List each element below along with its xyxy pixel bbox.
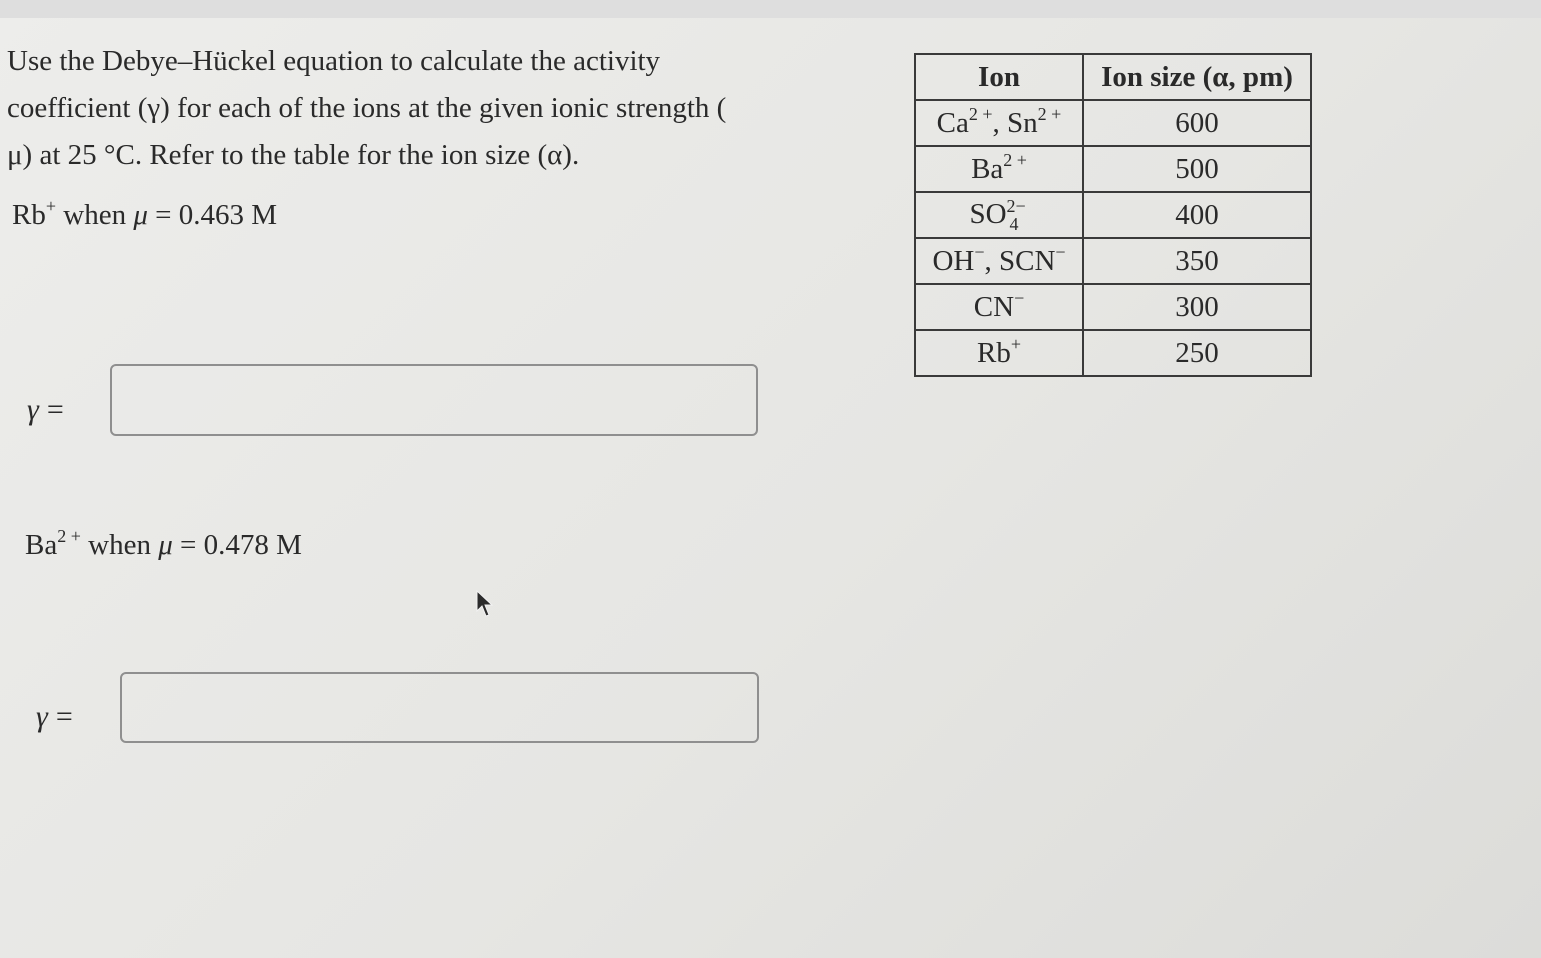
header-ion: Ion <box>915 54 1083 100</box>
gamma-answer-input-ba[interactable] <box>120 672 759 743</box>
top-band <box>0 0 1541 18</box>
table-row <box>915 192 1311 238</box>
ion-symbol: Rb <box>12 199 46 231</box>
gamma-symbol: γ <box>36 700 48 733</box>
ion-cell <box>915 284 1083 330</box>
ionic-strength-value: = 0.463 M <box>147 199 278 231</box>
ion-charge: 2 + <box>1037 103 1062 124</box>
size-cell: 300 <box>1083 284 1311 330</box>
size-cell: 250 <box>1083 330 1311 376</box>
mouse-pointer-icon <box>476 590 494 618</box>
table-row <box>915 330 1311 376</box>
ion-charge: − <box>974 241 985 262</box>
ion-symbol: Sn <box>1007 106 1038 139</box>
ion-symbol: SO <box>969 198 1007 231</box>
ion-cell <box>915 146 1083 192</box>
ion-symbol: SCN <box>998 244 1056 277</box>
ba-question <box>25 528 302 562</box>
ion-charge: + <box>1010 333 1021 354</box>
ion-charge: 2 + <box>1003 149 1027 170</box>
ion-charge: 2 + <box>57 526 81 546</box>
size-cell: 600 <box>1083 100 1311 146</box>
ion-symbol: Ca <box>936 106 969 139</box>
ion-cell <box>915 330 1083 376</box>
table-row <box>915 100 1311 146</box>
ion-charge: − <box>1055 241 1066 262</box>
when-text: when <box>56 199 134 231</box>
mu-symbol: μ <box>158 529 173 561</box>
table-row <box>915 146 1311 192</box>
separator: , <box>984 244 999 277</box>
table-row <box>915 284 1311 330</box>
ion-size-table <box>914 53 1312 377</box>
size-cell: 400 <box>1083 192 1311 238</box>
size-cell: 500 <box>1083 146 1311 192</box>
ion-charge: − <box>1014 287 1025 308</box>
gamma-answer-input-rb[interactable] <box>110 364 758 436</box>
prompt-line-2: coefficient (γ) for each of the ions at the given ionic strength ( <box>7 92 727 124</box>
ion-charge: 2− <box>1006 195 1026 216</box>
table-row <box>915 238 1311 284</box>
prompt-line-1: Use the Debye–Hückel equation to calculate the activity <box>7 45 661 77</box>
ion-symbol: Ba <box>25 529 58 561</box>
equals-sign: = <box>46 393 64 426</box>
ion-symbol: Ba <box>971 152 1004 185</box>
size-cell: 350 <box>1083 238 1311 284</box>
ion-symbol: CN <box>973 290 1015 323</box>
ion-cell <box>915 238 1083 284</box>
ion-cell <box>915 100 1083 146</box>
prompt-line-3: μ) at 25 °C. Refer to the table for the ion size (α). <box>7 139 580 171</box>
ionic-strength-value: = 0.478 M <box>172 529 302 561</box>
equals-sign: = <box>55 700 73 733</box>
ion-charge: 2 + <box>968 103 993 124</box>
sub-sup-stack <box>1006 195 1029 234</box>
gamma-label-1 <box>27 393 64 427</box>
table-header-row <box>915 54 1311 100</box>
when-text: when <box>80 529 159 561</box>
ion-cell <box>915 192 1083 238</box>
rb-question <box>12 198 277 232</box>
ion-subscript: 4 <box>1009 213 1019 234</box>
question-prompt <box>7 38 807 179</box>
gamma-symbol: γ <box>27 393 39 426</box>
separator: , <box>992 106 1008 139</box>
ion-charge: + <box>45 196 56 216</box>
gamma-label-2 <box>36 700 73 734</box>
ion-symbol: Rb <box>977 336 1011 369</box>
header-ion-size: Ion size (α, pm) <box>1083 54 1311 100</box>
ion-symbol: OH <box>932 244 975 277</box>
mu-symbol: μ <box>133 199 148 231</box>
